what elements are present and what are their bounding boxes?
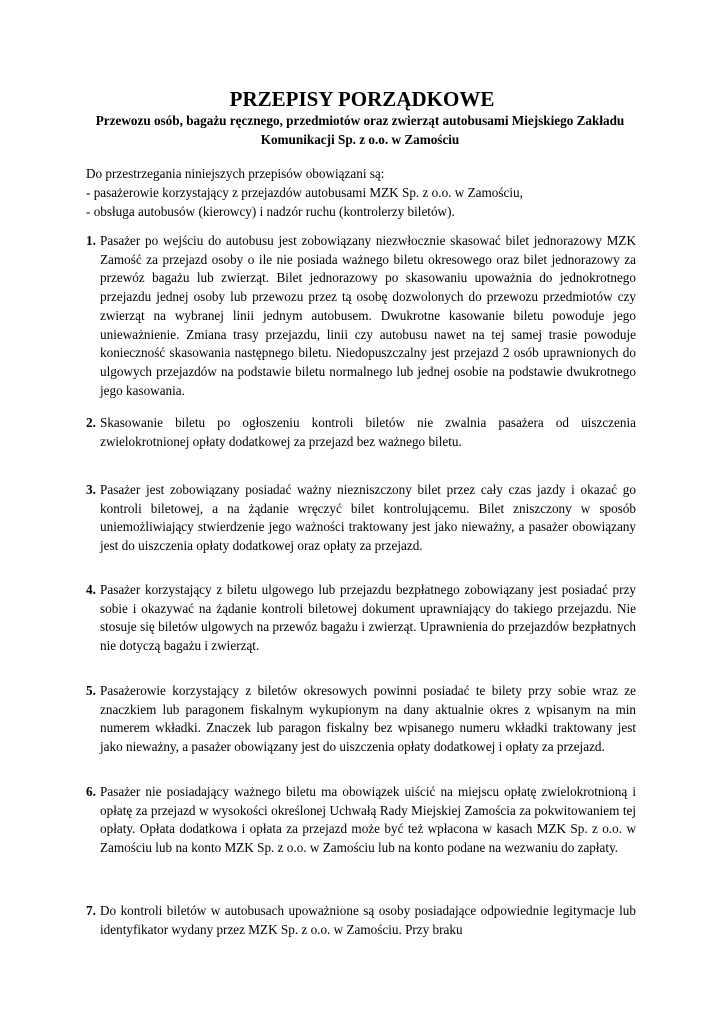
rule-text: Pasażer korzystający z biletu ulgowego lub przejazdu bezpłatnego zobowiązany jest posiadać przy sobie i okazywać na żądanie kontroli biletowej dokument uprawniający do takiego przejazdu. Nie stosuje się biletów ulgowych na przewóz bagażu i zwierząt. Uprawnienia do przejazdów bezpłatnych nie dotyczą bagażu i zwierząt. [100, 582, 636, 654]
rule-number: 4. [86, 582, 96, 597]
rule-text: Pasażer po wejściu do autobusu jest zobowiązany niezwłocznie skasować bilet jednorazowy MZK Zamość za przejazd osoby o ile nie posiada ważnego biletu okresowego oraz bilet jednorazowy za przewóz bagażu lub zwierząt. Bilet jednorazowy po skasowaniu upoważnia do jednokrotnego przejazdu jednej osoby lub przewozu przez tą osobę dozwolonych do przewozu przedmiotów czy zwierząt na wybranej linii jednym autobusem. Dwukrotne kasowanie biletu powoduje jego unieważnienie. Zmiana trasy przejazdu, linii czy autobusu nawet na tej samej trasie powoduje konieczność skasowania następnego biletu. Niedopuszczalny jest przejazd 2 osób uprawnionych do ulgowych przejazdów na podstawie biletu normalnego lub jednej osobie na podstawie dwukrotnego jego kasowania. [100, 233, 636, 398]
rule-item-4 [86, 581, 636, 656]
rule-text: Pasażerowie korzystający z biletów okresowych powinni posiadać te bilety przy sobie wraz ze znaczkiem lub paragonem fiskalnym wykupionym na dany aktualnie okres z wpisanym na min numerem wkładki. Znaczek lub paragon fiskalny bez wpisanego numeru wkładki traktowany jest jako nieważny, a pasażer obowiązany jest do uiszczenia opłaty dodatkowej i opłaty za przejazd. [100, 683, 636, 755]
rule-text: Pasażer nie posiadający ważnego biletu ma obowiązek uiścić na miejscu opłatę zwielokrotnioną i opłatę za przejazd w wysokości określonej Uchwałą Rady Miejskiej Zamościa za pokwitowaniem tej opłaty. Opłata dodatkowa i opłata za przejazd może być też wpłacona w kasach MZK Sp. z o.o. w Zamościu lub na konto MZK Sp. z o.o. w Zamościu lub na konto podane na wezwaniu do zapłaty. [100, 784, 636, 856]
rule-number: 1. [86, 233, 96, 248]
rule-text: Pasażer jest zobowiązany posiadać ważny niezniszczony bilet przez cały czas jazdy i okazać go kontroli biletowej, a na żądanie wręczyć bilet kontrolującemu. Bilet zniszczony w sposób uniemożliwiający stwierdzenie jego ważności traktowany jest jako nieważny, a pasażer obowiązany jest do uiszczenia opłaty dodatkowej oraz opłaty za przejazd. [100, 482, 636, 554]
document-title: PRZEPISY PORZĄDKOWE [229, 87, 495, 111]
rule-item-5 [86, 682, 636, 757]
intro-line: - obsługa autobusów (kierowcy) i nadzór ruchu (kontrolerzy biletów). [86, 204, 455, 219]
intro-block [86, 164, 646, 221]
rule-text: Do kontroli biletów w autobusach upoważnione są osoby posiadające odpowiednie legitymacje lub identyfikator wydany przez MZK Sp. z o.o. w Zamościu. Przy braku [100, 903, 636, 937]
rule-number: 5. [86, 683, 96, 698]
rule-number: 7. [86, 903, 96, 918]
intro-line: - pasażerowie korzystający z przejazdów autobusami MZK Sp. z o.o. w Zamościu, [86, 185, 523, 200]
intro-line: Do przestrzegania niniejszych przepisów obowiązani są: [86, 166, 385, 181]
rule-item-3 [86, 481, 636, 556]
document-subtitle: Przewozu osób, bagażu ręcznego, przedmiotów oraz zwierząt autobusami Miejskiego Zakładu Komunikacji Sp. z o.o. w Zamościu [95, 113, 625, 147]
rule-number: 6. [86, 784, 96, 799]
rule-item-6 [86, 783, 636, 858]
rule-item-1 [86, 232, 636, 400]
rule-item-7 [86, 902, 636, 941]
rule-item-2 [86, 414, 636, 451]
rule-text: Skasowanie biletu po ogłoszeniu kontroli biletów nie zwalnia pasażera od uiszczenia zwielokrotnionej opłaty dodatkowej za przejazd bez ważnego biletu. [100, 415, 636, 449]
rule-number: 3. [86, 482, 96, 497]
rule-number: 2. [86, 415, 96, 430]
